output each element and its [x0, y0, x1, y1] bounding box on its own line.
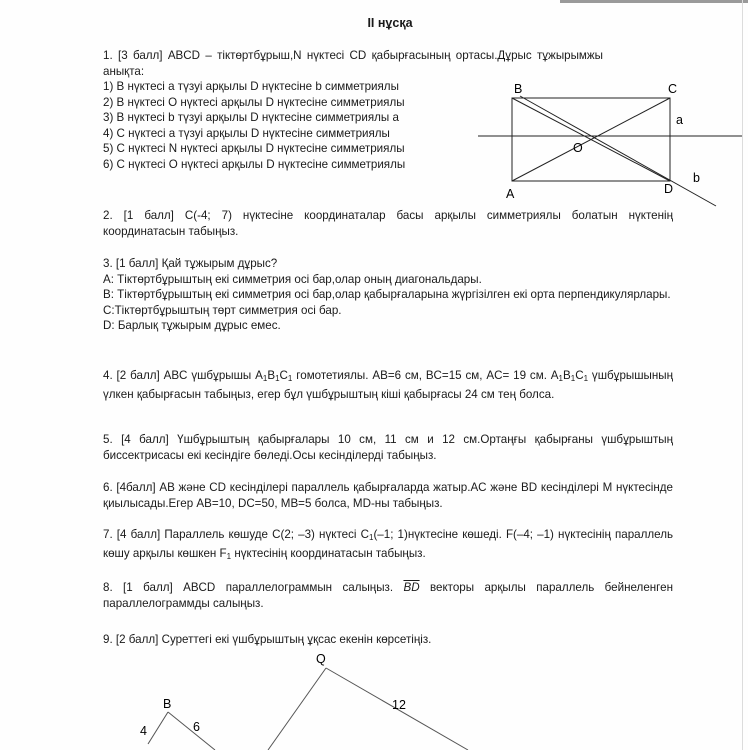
label-o-center: O [573, 141, 583, 155]
q4-part: C [279, 369, 288, 382]
label-q-vertex: Q [316, 652, 326, 666]
label-line-b: b [693, 171, 700, 185]
q4-sub: 1 [583, 374, 589, 383]
label-line-a: a [676, 113, 683, 127]
q4-part: B [563, 369, 571, 382]
q8-part: векторы арқылы параллель бейнеленген параллелограммды салыңыз. [103, 581, 673, 610]
q1-option-6: 6) C нүктесі O нүктесі арқылы D нүктесіне симметриялы [103, 157, 406, 171]
q1-option-1: 1) B нүктесі a түзуі арқылы D нүктесіне b симметриялы [103, 80, 399, 93]
question-6: 6. [4балл] AB және CD кесінділері параллель қабырғаларда жатыр.AC және BD кесінділері M нүктесінде қиылысады.Егер AB=10, DC=50, MB=5 болса, MD-ны табыңыз. [103, 481, 673, 510]
q4-sub: 1 [262, 374, 268, 383]
q4-part: гомотетиялы. AB=6 см, BC=15 см, AC= 19 см. A [292, 369, 559, 382]
label-b-vertex-2: B [163, 697, 172, 711]
question-9: 9. [2 балл] Суреттегі екі үшбұрыштың ұқсас екенін көрсетіңіз. [103, 633, 432, 646]
question-3 [103, 256, 673, 334]
triangle-b-right-side [168, 712, 215, 750]
q4-part: B [267, 369, 276, 382]
q4-sub: 1 [558, 374, 563, 383]
q3-option-a: A: Тіктөртбұрыштың екі симметрия осі бар,олар оның диагональдары. [103, 272, 482, 286]
q4-sub: 1 [275, 374, 280, 383]
q3-option-c: C:Тіктөртбұрыштың төрт симметрия осі бар. [103, 303, 342, 317]
q4-sub: 1 [287, 374, 293, 383]
label-d-vertex: D [664, 182, 674, 196]
question-1-text: 1. [3 балл] ABCD – тіктөртбұрыш,N нүктесі CD қабырғасының ортасы.Дұрыс тұжырымжы анықта: [103, 49, 603, 78]
q7-part: (–1; 1)нүктесіне көшеді. F(–4; –1) нүктесінің параллель көшу арқылы көшкен F [103, 528, 674, 560]
q4-part: 4. [2 балл] ABC үшбұрышы A [103, 369, 263, 382]
question-7 [103, 527, 673, 564]
label-side-6: 6 [193, 720, 200, 734]
label-side-4: 4 [140, 724, 147, 738]
q7-sub: 1 [368, 533, 374, 542]
q4-sub: 1 [570, 374, 576, 383]
triangle-b-left-side [148, 712, 168, 744]
q3-option-b: B: Тіктөртбұрыштың екі симметрия осі бар,олар қабырғаларына жүргізілген екі орта перпендикулярлары. [103, 288, 671, 302]
triangle-q-left-side [268, 668, 326, 750]
vector-bd: $\overline{BD}$ [403, 581, 420, 594]
question-5: 5. [4 балл] Үшбұрыштың қабырғалары 10 см, 11 см и 12 см.Ортаңғы қабырғаны үшбұрыштың биссектрисасы екі кесіндіге бөледі.Осы кесінділерді табыңыз. [103, 433, 673, 462]
question-2: 2. [1 балл] C(-4; 7) нүктесіне координаталар басы арқылы симметриялы болатын нүктенің координатасын табыңыз. [103, 209, 673, 238]
q4-part: C [575, 369, 584, 382]
line-b [520, 96, 716, 206]
q7-sub: 1 [226, 551, 232, 561]
q3-option-d: D: Барлық тұжырым дұрыс емес. [103, 319, 281, 333]
question-8 [103, 580, 673, 611]
question-4 [103, 368, 673, 402]
q8-part: 8. [1 балл] ABCD параллелограммын салыңыз. [103, 581, 404, 594]
q1-option-4: 4) C нүктесі a түзуі арқылы D нүктесіне симметриялы [103, 126, 390, 140]
variant-title: II нұсқа [367, 16, 413, 30]
q1-option-3: 3) B нүктесі b түзуі арқылы D нүктесіне симметриялы a [103, 111, 399, 125]
q7-part: нүктесінің координатасын табыңыз. [231, 546, 426, 560]
label-b-vertex: B [514, 82, 523, 96]
q3-text: 3. [1 балл] Қай тұжырым дұрыс? [103, 257, 278, 270]
label-a-vertex: A [506, 187, 515, 201]
label-side-12: 12 [392, 698, 406, 712]
q4-part: үшбұрышының үлкен қабырғасын табыңыз, егер бұл үшбұрыштың кіші қабырғасы 24 см тең болса. [103, 369, 673, 401]
q1-option-2: 2) B нүктесі O нүктесі арқылы D нүктесіне симметриялы [103, 95, 405, 109]
q7-part: 7. [4 балл] Параллель көшуде C(2; –3) нүктесі C [103, 528, 369, 541]
q1-option-5: 5) C нүктесі N нүктесі арқылы D нүктесіне симметриялы [103, 142, 405, 156]
label-c-vertex: C [668, 82, 678, 96]
